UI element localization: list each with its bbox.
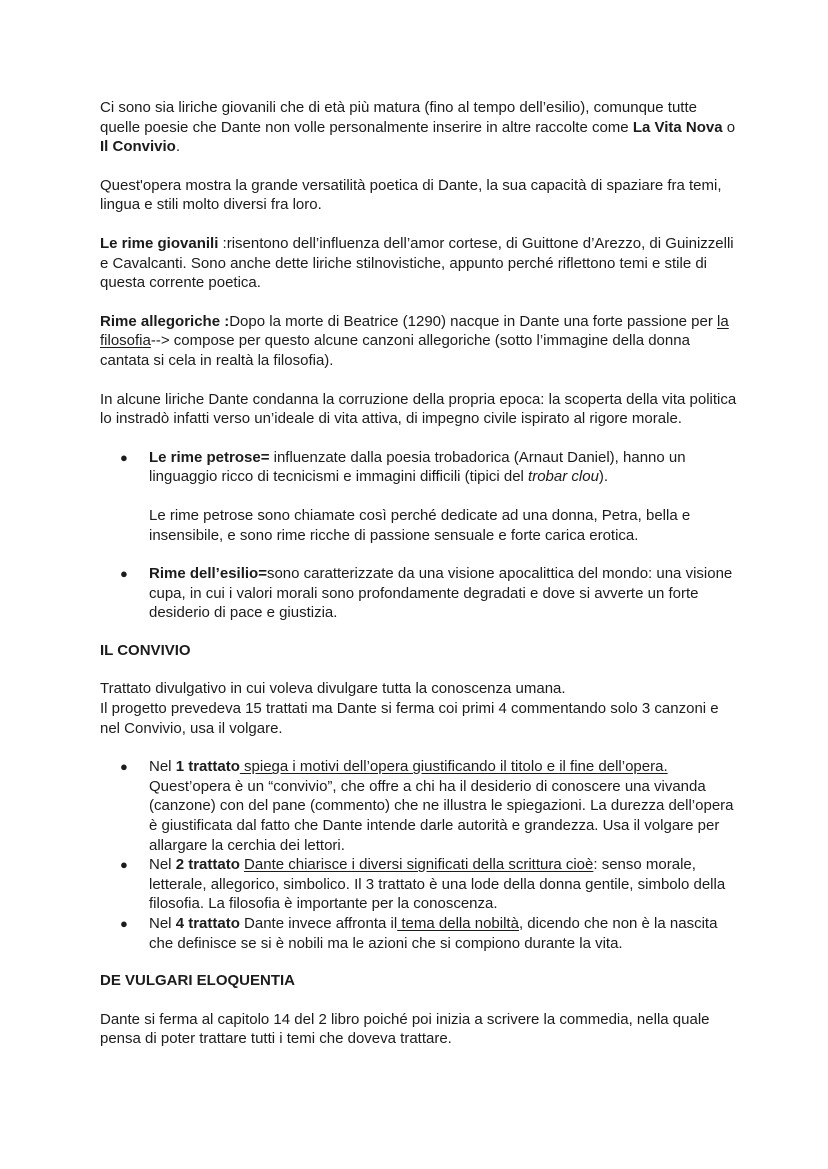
rime-allegoriche-paragraph: Rime allegoriche :Dopo la morte di Beatrice (1290) nacque in Dante una forte passione per la filosofia--> compose per questo alcune canzoni allegoriche (sotto l’immagine della donna cantata si cela in realtà la filosofia). [100, 312, 729, 369]
convivio-heading: IL CONVIVIO [100, 641, 191, 659]
list-item: ● Nel 1 trattato spiega i motivi dell’opera giustificando il titolo e il fine dell’opera. Quest’opera è un “convivio”, che offre a chi ha il desiderio di conoscere una vivanda (canzone) con del pane (commento) che ne illustra le spiegazioni. La durezza dell’opera è giustificata dal fatto che Dante intende darle autorità e grandezza. Usa il volgare per allargare la cerchia dei lettori. [120, 758, 734, 854]
bullet-icon: ● [120, 449, 128, 465]
rime-giovanili-label: Le rime giovanili [100, 234, 219, 252]
rime-list [100, 448, 740, 487]
bullet-icon: ● [120, 566, 128, 582]
bullet-icon: ● [120, 916, 128, 931]
rime-allegoriche-label: Rime allegoriche : [100, 312, 230, 330]
esilio-label: Rime dell’esilio= [149, 565, 267, 583]
document-page [100, 98, 740, 1049]
esilio-list [100, 564, 740, 623]
bullet-icon: ● [120, 857, 128, 873]
list-item: ● Rime dell’esilio=sono caratterizzate da una visione apocalittica del mondo: una visione cupa, in cui i valori morali sono profondamente degradati e dove si avverte un forte desiderio di pace e giustizia. [120, 565, 733, 622]
intro-paragraph: Ci sono sia liriche giovanili che di età più matura (fino al tempo dell’esilio), comunque tutte quelle poesie che Dante non volle personalmente inserire in altre raccolte come La Vita Nova o Il Convivio. [100, 99, 736, 156]
title-convivio: Il Convivio [100, 138, 176, 156]
versatility-paragraph: Quest'opera mostra la grande versatilità poetica di Dante, la sua capacità di spaziare fra temi, lingua e stili molto diversi fra loro. [100, 176, 722, 214]
filosofia-underline: la filosofia [100, 312, 729, 350]
petrose-label: Le rime petrose= [149, 448, 270, 466]
list-item: ● Le rime petrose= influenzate dalla poesia trobadorica (Arnaut Daniel), hanno un linguaggio ricco di tecnicismi e immagini difficili (tipici del trobar clou). [120, 448, 686, 486]
bullet-icon: ● [120, 759, 128, 775]
convivio-line1: Trattato divulgativo in cui voleva divulgare tutta la conoscenza umana. [100, 680, 566, 698]
rime-giovanili-paragraph: Le rime giovanili :risentono dell’influenza dell’amor cortese, di Guittone d’Arezzo, di Guinizzelli e Cavalcanti. Sono anche dette liriche stilnovistiche, appunto perché riflettono temi e stile di questa corrente poetica. [100, 234, 734, 292]
convivio-line2: Il progetto prevedeva 15 trattati ma Dante si ferma coi primi 4 commentando solo 3 canzoni e nel Convivio, usa il volgare. [100, 700, 719, 737]
vulgari-heading: DE VULGARI ELOQUENTIA [100, 972, 296, 990]
trobar-clou: trobar clou [528, 468, 599, 486]
corruzione-paragraph: In alcune liriche Dante condanna la corruzione della propria epoca: la scoperta della vita politica lo instradò infatti verso un’ideale di vita attiva, di impegno civile ispirato al rigore morale. [100, 390, 737, 428]
list-item: ● Nel 2 trattato Dante chiarisce i diversi significati della scrittura cioè: senso morale, letterale, allegorico, simbolico. Il 3 trattato è una lode della donna gentile, simbolo della filosofia. La filosofia è importante per la conoscenza. [120, 856, 726, 913]
list-item: ● Nel 4 trattato Dante invece affronta il tema della nobiltà, dicendo che non è la nascita che definisce se si è nobili ma le azioni che si compiono durante la vita. [120, 915, 718, 952]
title-vita-nova: La Vita Nova [632, 118, 723, 136]
petrose-extra-paragraph: Le rime petrose sono chiamate così perché dedicate ad una donna, Petra, bella e insensibile, e sono rime ricche di passione sensuale e forte carica erotica. [149, 506, 691, 544]
trattati-list [100, 757, 740, 953]
vulgari-paragraph: Dante si ferma al capitolo 14 del 2 libro poiché poi inizia a scrivere la commedia, nella quale pensa di poter trattare tutti i temi che doveva trattare. [100, 1010, 710, 1048]
